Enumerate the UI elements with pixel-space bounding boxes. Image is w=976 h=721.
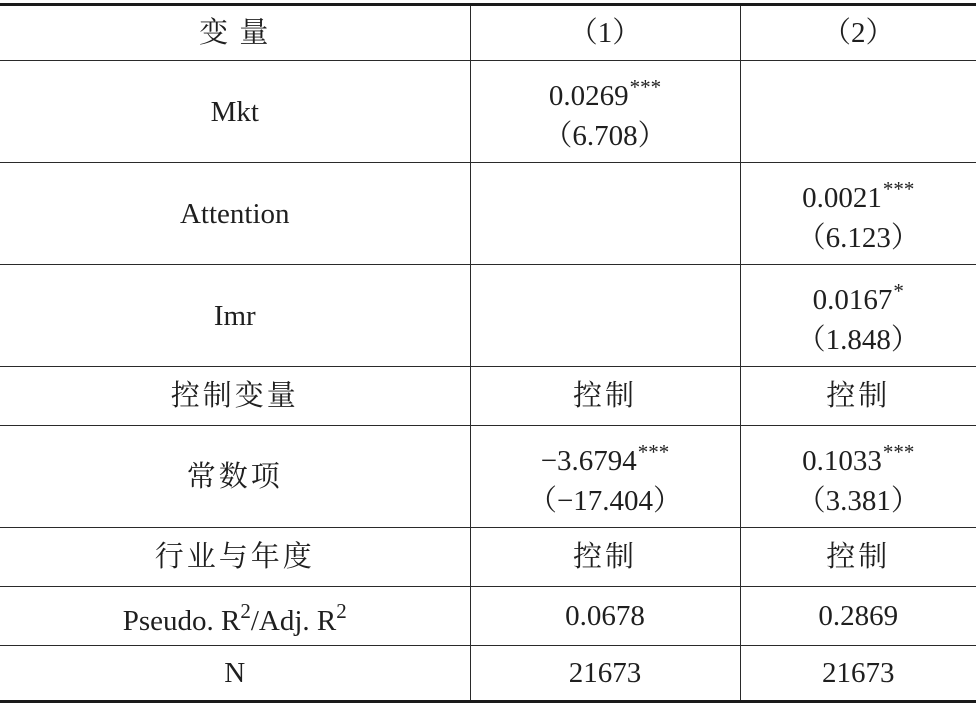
t-statistic: （1.848） — [796, 324, 920, 356]
row-label-cell — [0, 163, 470, 265]
t-statistic: （6.708） — [543, 120, 667, 152]
cell-value: 控制 — [826, 541, 891, 573]
table-row-r-squared — [0, 587, 976, 646]
empty-cell — [740, 61, 976, 163]
table-row-mkt — [0, 61, 976, 163]
coef-cell — [740, 265, 976, 367]
header-col-1: （1） — [568, 17, 642, 49]
value-cell — [470, 646, 740, 702]
row-label: Attention — [179, 197, 290, 230]
table-row-imr — [0, 265, 976, 367]
coef-cell — [470, 426, 740, 528]
table-row-controls — [0, 367, 976, 426]
superscript: 2 — [240, 599, 251, 623]
coef-line — [741, 271, 976, 320]
coef-line — [741, 169, 976, 218]
table-row-attention — [0, 163, 976, 265]
header-row — [0, 5, 976, 61]
value-cell — [740, 646, 976, 702]
row-label: N — [224, 657, 246, 689]
row-label-cell — [0, 61, 470, 163]
table-row-industry-year — [0, 528, 976, 587]
cell-value: 21673 — [822, 657, 895, 689]
table-row-n — [0, 646, 976, 702]
significance-stars: *** — [882, 177, 915, 201]
coef-value: 0.0269 — [548, 80, 629, 112]
regression-results-table — [0, 3, 976, 703]
t-statistic: （6.123） — [796, 222, 920, 254]
header-variable: 变 量 — [199, 17, 271, 49]
coef-value: 0.0021 — [802, 182, 882, 214]
row-label: Mkt — [210, 95, 259, 128]
row-label: 常数项 — [186, 460, 283, 493]
header-variable-cell — [0, 5, 470, 61]
significance-stars: *** — [882, 440, 915, 464]
row-label-cell — [0, 528, 470, 587]
coef-cell — [470, 61, 740, 163]
t-statistic: （−17.404） — [527, 485, 683, 517]
coef-line — [471, 432, 740, 481]
t-statistic: （3.381） — [796, 485, 920, 517]
cell-value: 控制 — [826, 380, 891, 412]
value-cell — [470, 367, 740, 426]
row-label: 行业与年度 — [154, 541, 315, 573]
table-row-constant — [0, 426, 976, 528]
empty-cell — [470, 265, 740, 367]
empty-cell — [470, 163, 740, 265]
coef-value: 0.1033 — [802, 445, 882, 477]
row-label: Imr — [213, 299, 256, 332]
value-cell — [740, 367, 976, 426]
significance-stars: *** — [637, 440, 670, 464]
cell-value: 0.0678 — [565, 600, 645, 632]
row-label-cell — [0, 265, 470, 367]
header-col-1-cell — [470, 5, 740, 61]
coef-cell — [740, 163, 976, 265]
coef-value: −3.6794 — [540, 445, 637, 477]
cell-value: 0.2869 — [818, 600, 899, 632]
cell-value: 控制 — [572, 380, 637, 412]
row-label — [122, 599, 347, 637]
row-label-cell — [0, 587, 470, 646]
row-label-cell — [0, 367, 470, 426]
label-part: Pseudo. R — [122, 605, 241, 637]
row-label-cell — [0, 646, 470, 702]
value-cell — [470, 587, 740, 646]
cell-value: 控制 — [572, 541, 637, 573]
header-col-2-cell — [740, 5, 976, 61]
significance-stars: * — [893, 279, 904, 303]
value-cell — [470, 528, 740, 587]
superscript: 2 — [336, 599, 347, 623]
coef-cell — [740, 426, 976, 528]
coef-line — [471, 67, 740, 116]
coef-value: 0.0167 — [812, 284, 893, 316]
row-label-cell — [0, 426, 470, 528]
significance-stars: *** — [629, 75, 662, 99]
value-cell — [740, 587, 976, 646]
header-col-2: （2） — [821, 17, 895, 49]
label-part: /Adj. R — [250, 605, 337, 637]
cell-value: 21673 — [568, 657, 642, 689]
row-label: 控制变量 — [170, 380, 299, 412]
value-cell — [740, 528, 976, 587]
coef-line — [741, 432, 976, 481]
